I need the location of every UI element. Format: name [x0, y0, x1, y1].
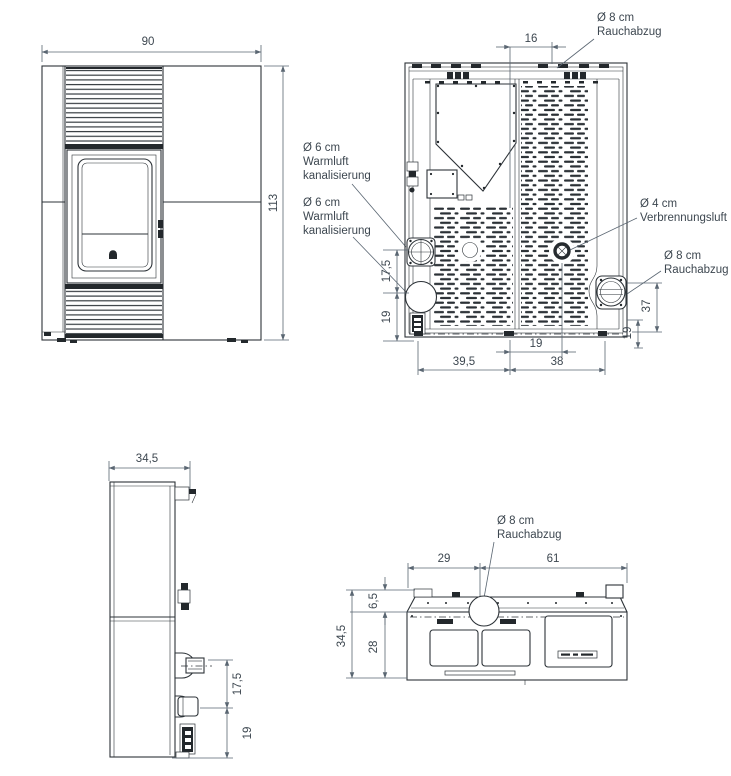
rauchabzug-top-outlet [469, 596, 499, 626]
rear-feet [414, 331, 607, 336]
rear-dim-right-outer-label: 37 [641, 299, 653, 313]
warmluft-lower-label-line3: kanalisierung [303, 225, 371, 237]
rear-dim-bottom-left-label: 39,5 [452, 356, 476, 368]
warmluft-lower-leader [353, 237, 406, 292]
front-width-dimension [42, 36, 261, 62]
verbrennungsluft-annotation [570, 198, 728, 250]
rear-power-connector [410, 313, 425, 334]
top-left-tab [414, 589, 432, 597]
side-dim-depth-label: 34,5 [135, 453, 159, 465]
rauchabzug-right-port [596, 276, 626, 309]
rear-smoke-top-leader [557, 39, 594, 68]
warmluft-upper-label-line2: Warmluft [303, 156, 349, 168]
warmluft-upper-label-line3: kanalisierung [303, 170, 371, 182]
front-height-dim-label: 113 [268, 193, 280, 213]
front-door-handle-icon [109, 250, 117, 259]
warmluft-lower-label-line1: Ø 6 cm [303, 197, 341, 209]
side-foot [176, 752, 189, 758]
front-height-dimension [264, 66, 289, 340]
top-dim-body-label: 28 [368, 640, 380, 654]
side-rear-bracket [175, 487, 196, 503]
warmluft-upper-port [407, 238, 435, 266]
rear-dim-top-label: 16 [524, 33, 538, 45]
rear-smoke-top-annotation [557, 12, 662, 68]
top-dim-left-span-label: 29 [437, 553, 451, 565]
verbrennungsluft-label-line1: Ø 4 cm [640, 198, 678, 210]
rear-dim-left-lower-label: 19 [381, 310, 393, 324]
rear-dim-bottom-right-label: 38 [550, 356, 564, 368]
front-grille-top [66, 69, 162, 144]
side-view [109, 453, 254, 758]
top-dim-total-label: 34,5 [336, 624, 348, 648]
top-dim-plate-label: 6,5 [368, 593, 380, 609]
side-body [110, 482, 175, 757]
rear-smoke-top-label-line2: Rauchabzug [597, 26, 662, 38]
side-dim-pipe-upper-label: 17,5 [232, 672, 244, 696]
top-view [336, 515, 627, 685]
rear-smoke-right-label-line2: Rauchabzug [664, 264, 729, 276]
top-width-dimensions [408, 553, 627, 626]
front-door-latch [158, 220, 163, 228]
side-warmluft-pipe [175, 653, 212, 678]
top-smoke-label-line1: Ø 8 cm [497, 515, 535, 527]
front-view [42, 36, 289, 343]
front-grille-top-band [66, 67, 162, 69]
rear-dim-right-inner-label: 19 [622, 326, 634, 340]
front-width-dim-label: 90 [141, 36, 155, 48]
rear-smoke-right-label-line1: Ø 8 cm [664, 250, 702, 262]
rear-smoke-top-label-line1: Ø 8 cm [597, 12, 635, 24]
front-body [42, 66, 261, 343]
rear-thermostat-bracket [407, 162, 418, 193]
top-inner-structures [430, 616, 612, 675]
warmluft-upper-label-line1: Ø 6 cm [303, 142, 341, 154]
front-door [67, 150, 163, 283]
rear-dim-bottom-center-label: 19 [529, 338, 543, 350]
top-smoke-label-line2: Rauchabzug [497, 529, 562, 541]
warmluft-upper-leader [352, 184, 406, 247]
rear-access-plate [427, 170, 472, 200]
side-power-plug [180, 724, 195, 754]
rear-perforated-panel-left [433, 206, 513, 326]
side-lower-pipe [175, 696, 198, 717]
top-right-tab [606, 585, 623, 598]
side-auger-motor [178, 583, 190, 610]
front-grille-bottom [66, 289, 162, 334]
warmluft-lower-port [406, 282, 437, 313]
verbrennungsluft-label-line2: Verbrennungsluft [640, 212, 727, 224]
top-left-dimensions [336, 577, 415, 678]
top-smoke-leader [484, 542, 494, 598]
top-dim-right-span-label: 61 [546, 553, 560, 565]
rear-right-dimensions [622, 283, 662, 348]
side-dim-pipe-lower-label: 19 [242, 726, 254, 740]
rear-view [381, 12, 729, 375]
rear-dim-left-upper-label: 17,5 [381, 259, 393, 283]
verbrennungsluft-port [555, 244, 569, 258]
rear-smoke-right-annotation [627, 250, 729, 294]
rear-perforated-panel-right [521, 86, 588, 326]
rear-smoke-right-leader [627, 271, 661, 294]
warmluft-lower-label-line2: Warmluft [303, 211, 349, 223]
side-depth-dimension [109, 453, 190, 490]
